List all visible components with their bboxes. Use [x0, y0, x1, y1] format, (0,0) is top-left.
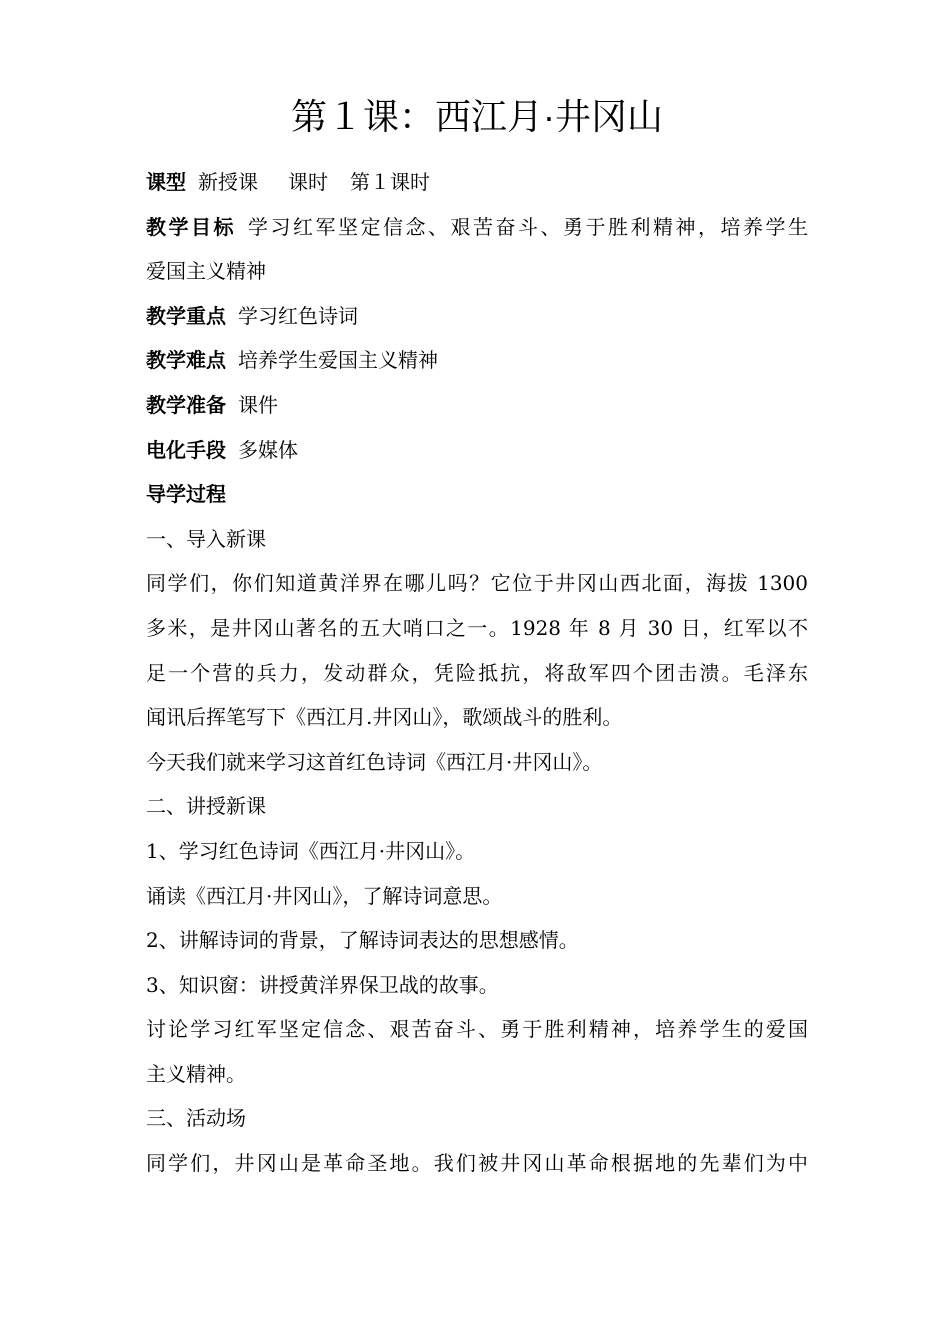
goal-text-line1: 学习红军坚定信念、艰苦奋斗、勇于胜利精神，培养学生	[248, 214, 808, 239]
difficulty-label: 教学难点	[146, 348, 226, 373]
intro-paragraph-2: 今天我们就来学习这首红色诗词《西江月·井冈山》。	[146, 749, 603, 774]
section-heading-2: 二、讲授新课	[146, 794, 266, 819]
process-label: 导学过程	[146, 482, 226, 507]
intro-paragraph-line3: 足一个营的兵力，发动群众，凭险抵抗，将敌军四个团击溃。毛泽东	[146, 660, 808, 685]
list-item-1-detail: 诵读《西江月·井冈山》，了解诗词意思。	[146, 883, 503, 908]
section-heading-3: 三、活动场	[146, 1106, 246, 1131]
difficulty-value: 培养学生爱国主义精神	[238, 348, 438, 373]
discussion-paragraph-line1: 讨论学习红军坚定信念、艰苦奋斗、勇于胜利精神，培养学生的爱国	[146, 1017, 808, 1042]
type-value: 新授课	[198, 170, 258, 194]
type-label: 课型	[146, 170, 186, 194]
intro-paragraph-line1: 同学们，你们知道黄洋界在哪儿吗？它位于井冈山西北面，海拔 1300	[146, 571, 808, 596]
document-body	[146, 160, 808, 1186]
goal-label: 教学目标	[146, 214, 236, 239]
prep-label: 教学准备	[146, 392, 226, 417]
difficulty-row	[146, 338, 808, 383]
section-heading-1: 一、导入新课	[146, 526, 266, 551]
discussion-paragraph-line2: 主义精神。	[146, 1061, 246, 1086]
media-row	[146, 428, 808, 473]
hours-label: 课时	[288, 170, 328, 194]
focus-label: 教学重点	[146, 303, 226, 328]
focus-row	[146, 294, 808, 339]
list-item-2: 2、讲解诗词的背景，了解诗词表达的思想感情。	[146, 928, 579, 953]
goal-row	[146, 205, 808, 250]
meta-row	[146, 160, 808, 205]
goal-text-line2: 爱国主义精神	[146, 259, 266, 284]
prep-row	[146, 383, 808, 428]
goal-row-continued	[146, 249, 808, 294]
activity-paragraph-line1: 同学们，井冈山是革命圣地。我们被井冈山革命根据地的先辈们为中	[146, 1151, 808, 1176]
intro-paragraph-line4: 闻讯后挥笔写下《西江月.井冈山》，歌颂战斗的胜利。	[146, 705, 623, 730]
hours-value: 第１课时	[350, 170, 430, 194]
media-label: 电化手段	[146, 437, 226, 462]
process-row	[146, 472, 808, 517]
prep-value: 课件	[238, 392, 278, 417]
list-item-3: 3、知识窗：讲授黄洋界保卫战的故事。	[146, 972, 499, 997]
media-value: 多媒体	[238, 437, 298, 462]
list-item-1: 1、学习红色诗词《西江月·井冈山》。	[146, 838, 476, 863]
intro-paragraph-line2: 多米，是井冈山著名的五大哨口之一。1928 年 8 月 30 日，红军以不	[146, 615, 808, 640]
focus-value: 学习红色诗词	[238, 303, 358, 328]
page-title: 第１课：西江月·井冈山	[291, 96, 663, 137]
